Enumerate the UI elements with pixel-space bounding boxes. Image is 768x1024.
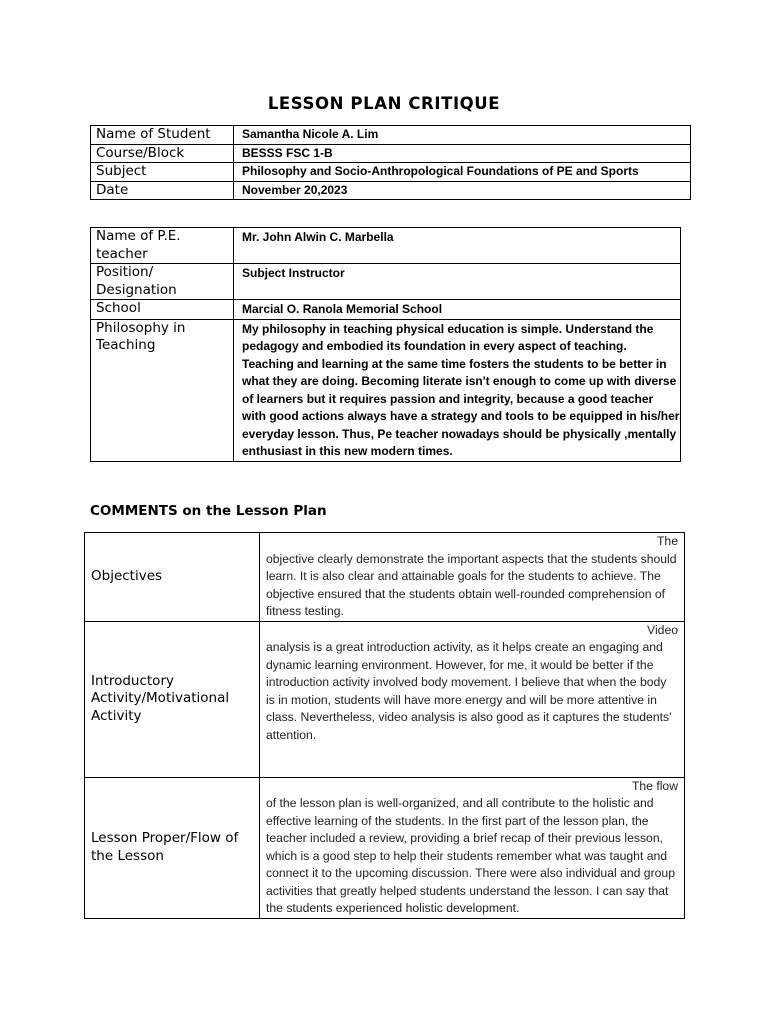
row-value: Philosophy and Socio-Anthropological Foundations of PE and Sports [234, 163, 691, 182]
row-value: Marcial O. Ranola Memorial School [234, 300, 681, 320]
comment-cell [260, 777, 685, 918]
comment-text: of the lesson plan is well-organized, and all contribute to the holistic and effective learning of the students. In the first part of the lesson plan, the teacher included a review, providing a brief recap of their previous lesson, which is a good step to help their students remember what was taught and connect it to the upcoming discussion. There were also individual and group activities that greatly helped students understand the lesson. I can say that the students experienced holistic development. [266, 796, 675, 915]
comment-lead: Video [647, 622, 678, 637]
row-value: Samantha Nicole A. Lim [234, 126, 691, 145]
comments-heading: COMMENTS on the Lesson Plan [90, 503, 327, 519]
row-label: School [91, 300, 234, 320]
row-label: Name of P.E. teacher [91, 228, 234, 264]
document-title: LESSON PLAN CRITIQUE [267, 94, 501, 113]
comment-text: objective clearly demonstrate the important aspects that the students should learn. It is also clear and attainable goals for the students to achieve. The objective ensured that the students obtain well-rounded comprehension of fitness testing. [266, 551, 677, 618]
row-value: November 20,2023 [234, 181, 691, 200]
table-row [91, 300, 681, 320]
teacher-info-table [90, 227, 681, 462]
table-row [91, 228, 681, 264]
row-value: Subject Instructor [234, 264, 681, 300]
row-label: Subject [91, 163, 234, 182]
comment-lead: The [656, 534, 678, 548]
table-row [85, 533, 685, 622]
comment-cell [260, 621, 685, 777]
table-row [91, 319, 681, 461]
table-row [91, 264, 681, 300]
row-value: BESSS FSC 1-B [234, 144, 691, 163]
table-row [91, 181, 691, 200]
comments-table [84, 532, 685, 919]
row-label: Philosophy in Teaching [91, 319, 234, 461]
comment-label: Introductory Activity/Motivational Activity [85, 621, 260, 777]
comment-label: Lesson Proper/Flow of the Lesson [85, 777, 260, 918]
table-row [91, 144, 691, 163]
table-row [85, 777, 685, 918]
comment-cell [260, 533, 685, 622]
comment-label: Objectives [85, 533, 260, 622]
row-label: Course/Block [91, 144, 234, 163]
student-info-table [90, 125, 691, 200]
row-value: Mr. John Alwin C. Marbella [234, 228, 681, 264]
table-row [91, 126, 691, 145]
philosophy-text: My philosophy in teaching physical education is simple. Understand the pedagogy and embodied its foundation in every aspect of teaching. Teaching and learning at the same time fosters the students to be better in what they are doing. Becoming literate isn't enough to come up with diverse of learners but it requires passion and integrity, because a good teacher with good actions always have a strategy and tools to be equipped in his/her everyday lesson. Thus, Pe teacher nowadays should be physically ,mentally enthusiast in this new modern times. [234, 319, 681, 461]
comment-text: analysis is a great introduction activity, as it helps create an engaging and dynamic learning environment. However, for me, it would be better if the introduction activity involved body movement. I believe that when the body is in motion, students will have more energy and will be more attentive in class. Nevertheless, video analysis is also good as it captures the students' attention. [266, 640, 672, 742]
comment-lead: The flow [631, 778, 678, 793]
row-label: Date [91, 181, 234, 200]
row-label: Position/ Designation [91, 264, 234, 300]
table-row [91, 163, 691, 182]
table-row [85, 621, 685, 777]
row-label: Name of Student [91, 126, 234, 145]
